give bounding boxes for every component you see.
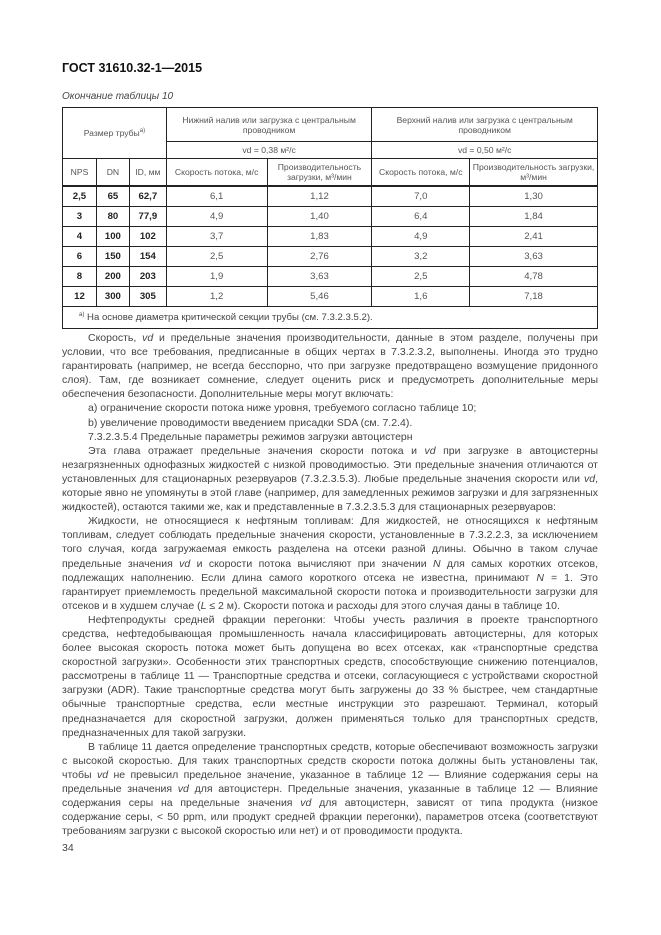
- table-cell: 1,84: [470, 207, 598, 227]
- column-header: NPS: [63, 159, 97, 187]
- table-row: [63, 287, 598, 307]
- table-cell: 7,18: [470, 287, 598, 307]
- table-cell: 6,4: [372, 207, 470, 227]
- page-number: 34: [62, 842, 74, 854]
- table-cell: 154: [129, 247, 166, 267]
- table-cell: 4,9: [372, 227, 470, 247]
- table-cell: 3,63: [470, 247, 598, 267]
- table-cell: 1,83: [267, 227, 372, 247]
- paragraph: Жидкости, не относящиеся к нефтяным топливам: Для жидкостей, не относящихся к нефтяным топливам, следует соблюдать предельные значения скорости, установленные в 7.3.2.2.3, за исключением того случая, когда загружаемая емкость разделена на отсеки разной длины. Обычно в таком случае предельные значения vd и скорости потока вычисляют при значении N для самых коротких отсеков, подлежащих наполнению. Если длина самого короткого отсека не известна, принимают N = 1. Это гарантирует приемлемость предельной максимальной скорости потока и производительности загрузки для отсеков и в худшем случае (L ≤ 2 м). Скорости потока и расходы для этого случая даны в таблице 10.: [62, 515, 599, 612]
- table-cell: 6,1: [166, 186, 267, 207]
- document-header: ГОСТ 31610.32-1—2015: [62, 61, 203, 75]
- table-cell: 12: [63, 287, 97, 307]
- table-cell: 1,2: [166, 287, 267, 307]
- column-header: ID, мм: [129, 159, 166, 187]
- table-cell: 5,46: [267, 287, 372, 307]
- table-cell: 1,12: [267, 186, 372, 207]
- table-cell: 2,76: [267, 247, 372, 267]
- table-cell: 62,7: [129, 186, 166, 207]
- table-cell: 7,0: [372, 186, 470, 207]
- table-cell: 2,5: [63, 186, 97, 207]
- table-cell: 3: [63, 207, 97, 227]
- paragraph: Эта глава отражает предельные значения скорости потока и vd при загрузке в автоцистерны незагрязненных однофазных жидкостей с низкой проводимостью. Эти предельные значения отличаются от установленных для стационарных резервуаров (7.3.2.3.5.3). Любые предельные значения скорости или vd, которые явно не упомянуты в этой главе (например, для замедленных режимов загрузки и для загрязненных жидкостей), остаются такими же, как и представленные в 7.3.2.3.5.3 для стационарных резервуаров:: [62, 444, 599, 514]
- table-cell: 1,30: [470, 186, 598, 207]
- column-header: Производительность загрузки, м³/мин: [267, 159, 372, 187]
- table-caption: Окончание таблицы 10: [62, 91, 174, 102]
- table-cell: 203: [129, 267, 166, 287]
- table-cell: 3,2: [372, 247, 470, 267]
- table-cell: 102: [129, 227, 166, 247]
- data-table: [62, 107, 598, 329]
- group-header-top: Верхний налив или загрузка с центральным проводником: [372, 108, 598, 142]
- table-cell: 150: [96, 247, 129, 267]
- column-header: Скорость потока, м/с: [372, 159, 470, 187]
- table-cell: 6: [63, 247, 97, 267]
- table-cell: 1,6: [372, 287, 470, 307]
- table-cell: 80: [96, 207, 129, 227]
- table-cell: 4,78: [470, 267, 598, 287]
- size-header: Размер трубы$^{а)}$: [63, 108, 167, 159]
- paragraph: Скорость, vd и предельные значения производительности, данные в этом разделе, получены при условии, что все требования, предписанные в общих чертах в 7.3.2.3.2, выполнены. Иногда это трудно гарантировать (например, не всегда бесспорно, что при загрузке предотвращено возмущение придонного слоя). Там, где возникает сомнение, следует оценить риск и предусмотреть дополнительные меры обеспечения безопасности. Дополнительные меры могут включать:: [62, 332, 598, 401]
- body-text: [62, 331, 598, 838]
- table-cell: 305: [129, 287, 166, 307]
- table-row: [63, 227, 598, 247]
- table-cell: 100: [96, 227, 129, 247]
- table-cell: 2,41: [470, 227, 598, 247]
- column-header: Скорость потока, м/с: [166, 159, 267, 187]
- table-row: [63, 186, 598, 207]
- paragraph: Нефтепродукты средней фракции перегонки: Чтобы учесть различия в проекте транспортного средства, нефтедобывающая промышленность начала классифицировать автоцистерны, для которых более высокая скорость потока может быть допущена во всех отсеках, как «транспортные средства скоростной загрузки». Особенности этих транспортных средств, способствующие снижению потенциалов, рассмотрены в таблице 11 — Транспортные средства и отсеки, согласующиеся с устройствами скоростной загрузки (ADR). Такие транспортные средства могут быть загружены до 33 % быстрее, чем стандартные обычные транспортные средства, если местные инструкции это разрешают. Терминал, который предназначается для скоростной загрузки, должен применяться только для транспортных средств, предназначенных для такой загрузки.: [62, 613, 598, 739]
- table-cell: 3,7: [166, 227, 267, 247]
- group-header-bottom: Нижний налив или загрузка с центральным проводником: [166, 108, 372, 142]
- vd-value-1: vd = 0,38 м²/с: [166, 142, 372, 159]
- table-row: [63, 207, 598, 227]
- table-cell: 65: [96, 186, 129, 207]
- column-header: DN: [96, 159, 129, 187]
- table-cell: 300: [96, 287, 129, 307]
- table-cell: 2,5: [372, 267, 470, 287]
- table-cell: 1,40: [267, 207, 372, 227]
- table-row: [63, 267, 598, 287]
- table-cell: 4,9: [166, 207, 267, 227]
- table-cell: 3,63: [267, 267, 372, 287]
- table-cell: 200: [96, 267, 129, 287]
- table-cell: 77,9: [129, 207, 166, 227]
- table-cell: 1,9: [166, 267, 267, 287]
- paragraph: 7.3.2.3.5.4 Предельные параметры режимов загрузки автоцистерн: [88, 430, 413, 443]
- paragraph: В таблице 11 дается определение транспортных средств, которые обеспечивают возможность загрузки с высокой скоростью. Для таких транспортных средств скорости потока должны быть установлены так, чтобы vd не превысил предельное значение, указанное в таблице 12 — Влияние содержания серы на предельные значения vd для автоцистерн. Предельные значения, указанные в таблице 12 — Влияние содержания серы на предельные значения vd для автоцистерн, зависят от типа продукта (низкое содержание серы, < 50 ppm, или продукт средней фракции перегонки), параметров отсека (соответствуют требованиям загрузки с высокой скоростью или нет) и от проводимости продукта.: [62, 740, 599, 838]
- table-cell: 2,5: [166, 247, 267, 267]
- paragraph: a) ограничение скорости потока ниже уровня, требуемого согласно таблице 10;: [88, 402, 477, 415]
- table-row: [63, 247, 598, 267]
- column-header: Производительность загрузки, м³/мин: [470, 159, 598, 187]
- table-cell: 4: [63, 227, 97, 247]
- table-footnote: $^{а)}$ На основе диаметра критической секции трубы (см. 7.3.2.3.5.2).: [63, 307, 598, 329]
- table-cell: 8: [63, 267, 97, 287]
- vd-value-2: vd = 0,50 м²/с: [372, 142, 598, 159]
- paragraph: b) увеличение проводимости введением присадки SDA (см. 7.2.4).: [88, 416, 413, 429]
